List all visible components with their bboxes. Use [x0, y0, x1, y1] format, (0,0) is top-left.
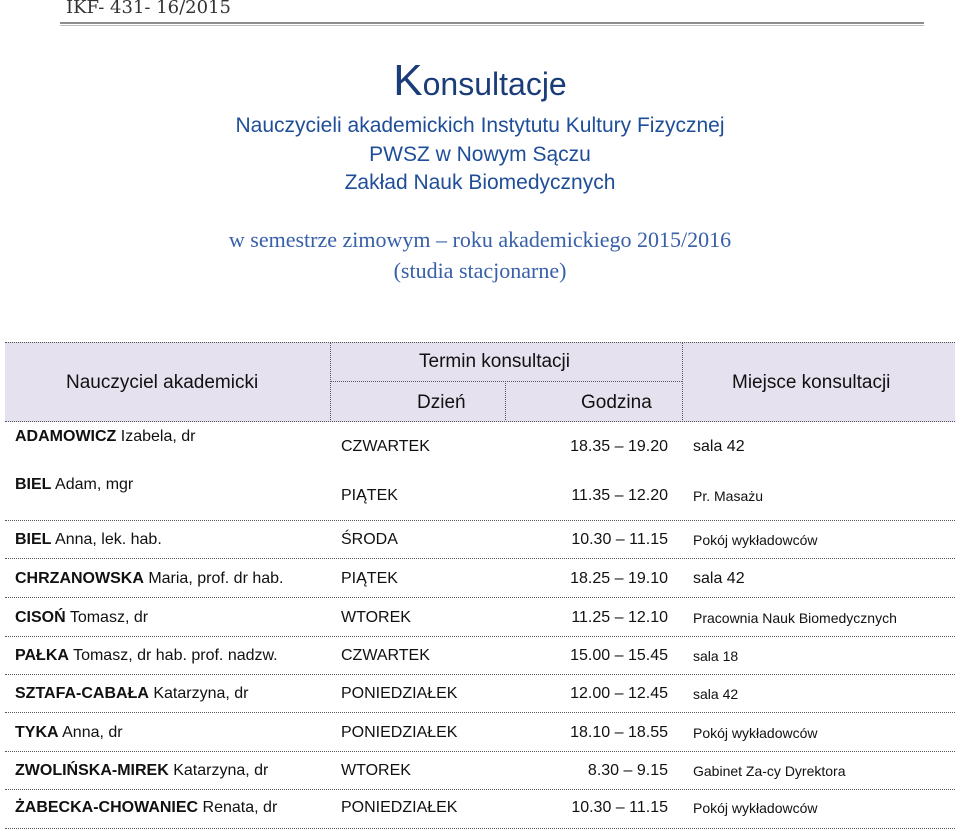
header-term: Termin konsultacji — [419, 351, 570, 372]
teacher-details: Katarzyna, dr — [148, 685, 249, 702]
teacher-name — [15, 531, 162, 549]
teacher-surname: ŻABECKA-CHOWANIEC — [15, 799, 199, 816]
teacher-name — [15, 647, 278, 665]
consultation-hours: 11.35 – 12.20 — [571, 487, 668, 504]
consultation-hours: 18.35 – 19.20 — [570, 438, 668, 455]
teacher-details: Izabela, dr — [116, 428, 196, 445]
consultation-hours: 11.25 – 12.10 — [571, 609, 668, 626]
header-place: Miejsce konsultacji — [732, 372, 891, 393]
consultation-day: CZWARTEK — [341, 438, 430, 455]
teacher-details: Tomasz, dr — [65, 609, 149, 626]
teacher-surname: BIEL — [15, 531, 52, 548]
consultation-place: sala 18 — [693, 648, 739, 664]
teacher-surname: SZTAFA-CABAŁA — [15, 685, 149, 702]
consultation-hours: 8.30 – 9.15 — [587, 762, 668, 779]
header-teacher: Nauczyciel akademicki — [66, 372, 259, 393]
subtitle-school: PWSZ w Nowym Sączu — [369, 143, 591, 166]
header-subdivider — [330, 381, 682, 382]
consultation-place: Pr. Masażu — [693, 488, 764, 504]
consultation-day: PONIEDZIAŁEK — [341, 724, 458, 741]
consultation-place: Pokój wykładowców — [693, 532, 818, 548]
semester-line: w semestrze zimowym – roku akademickiego 2015/2016 — [228, 227, 732, 252]
row-divider — [5, 674, 955, 675]
teacher-surname: CHRZANOWSKA — [15, 570, 144, 587]
teacher-name — [15, 609, 148, 627]
row-divider — [5, 751, 955, 752]
consultation-place: Pokój wykładowców — [693, 725, 818, 741]
header-divider — [60, 22, 924, 24]
consultation-day: PONIEDZIAŁEK — [341, 685, 458, 702]
title-initial: K — [393, 56, 423, 105]
header-divider-thin — [60, 25, 924, 26]
teacher-name — [15, 685, 249, 703]
teacher-name — [15, 428, 195, 446]
row-divider — [5, 597, 955, 598]
teacher-surname: CISOŃ — [15, 609, 66, 626]
teacher-surname: BIEL — [15, 476, 52, 493]
page-title — [0, 56, 960, 106]
consultation-place: Pokój wykładowców — [693, 800, 818, 816]
consultation-day: PIĄTEK — [341, 487, 398, 504]
subtitle-institute: Nauczycieli akademickich Instytutu Kultury Fizycznej — [235, 114, 725, 137]
teacher-surname: ZWOLIŃSKA-MIREK — [15, 762, 169, 779]
teacher-name — [15, 799, 277, 817]
study-mode: (studia stacjonarne) — [393, 258, 567, 283]
consultation-hours: 12.00 – 12.45 — [570, 685, 668, 702]
teacher-name — [15, 476, 133, 494]
subtitle-department: Zakład Nauk Biomedycznych — [344, 171, 616, 194]
consultation-hours: 18.25 – 19.10 — [570, 570, 668, 587]
title-rest: onsultacje — [422, 66, 567, 102]
consultation-place: Pracownia Nauk Biomedycznych — [693, 610, 897, 626]
consultation-day: WTOREK — [341, 762, 411, 779]
teacher-details: Renata, dr — [198, 799, 278, 816]
consultation-place: sala 42 — [693, 438, 745, 455]
teacher-details: Anna, dr — [58, 724, 123, 741]
row-divider — [5, 789, 955, 790]
teacher-details: Maria, prof. dr hab. — [143, 570, 284, 587]
teacher-surname: PAŁKA — [15, 647, 69, 664]
consultation-day: PIĄTEK — [341, 570, 398, 587]
header-divider-day — [505, 381, 506, 420]
header-divider-col2 — [682, 342, 683, 420]
consultation-place: sala 42 — [693, 686, 739, 702]
teacher-name — [15, 570, 284, 588]
consultation-day: WTOREK — [341, 609, 411, 626]
teacher-details: Katarzyna, dr — [168, 762, 269, 779]
header-hour: Godzina — [581, 392, 652, 413]
teacher-name — [15, 762, 268, 780]
teacher-surname: TYKA — [15, 724, 59, 741]
teacher-surname: ADAMOWICZ — [15, 428, 117, 445]
consultation-hours: 15.00 – 15.45 — [570, 647, 668, 664]
teacher-details: Anna, lek. hab. — [51, 531, 162, 548]
document-reference: IKF- 431- 16/2015 — [66, 0, 231, 18]
consultation-day: CZWARTEK — [341, 647, 430, 664]
row-divider — [5, 828, 955, 829]
consultation-hours: 18.10 – 18.55 — [570, 724, 668, 741]
row-divider — [5, 636, 955, 637]
row-divider — [5, 520, 955, 521]
consultation-place: Gabinet Za-cy Dyrektora — [693, 763, 846, 779]
teacher-details: Adam, mgr — [51, 476, 134, 493]
consultation-hours: 10.30 – 11.15 — [571, 531, 668, 548]
teacher-name — [15, 724, 123, 742]
teacher-details: Tomasz, dr hab. prof. nadzw. — [68, 647, 278, 664]
consultation-place: sala 42 — [693, 570, 745, 587]
consultation-hours: 10.30 – 11.15 — [571, 799, 668, 816]
header-day: Dzień — [417, 392, 466, 413]
consultation-day: ŚRODA — [341, 531, 398, 548]
row-divider — [5, 712, 955, 713]
consultation-day: PONIEDZIAŁEK — [341, 799, 458, 816]
row-divider — [5, 558, 955, 559]
